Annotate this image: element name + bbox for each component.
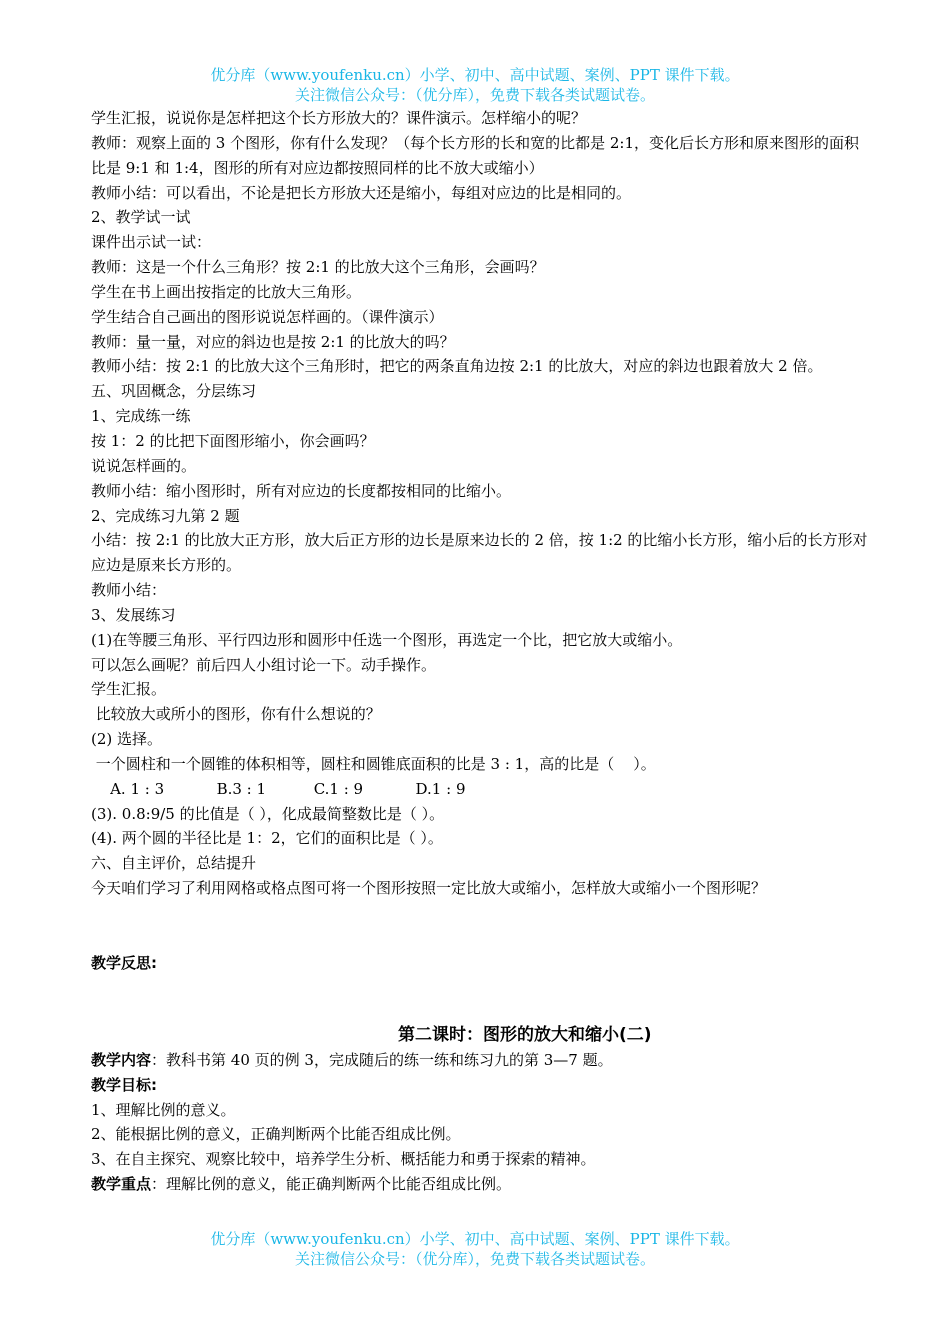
reflection-label: 教学反思: xyxy=(91,954,157,972)
document-body xyxy=(91,106,871,1197)
body-line: (4). 两个圆的半径比是 1：2，它们的面积比是（ ）。 xyxy=(91,829,443,848)
goal-item: 1、理解比例的意义。 xyxy=(91,1100,236,1119)
body-line: 一个圆柱和一个圆锥的体积相等，圆柱和圆锥底面积的比是 3 : 1，高的比是（ ）。 xyxy=(91,754,656,773)
body-line: 教师：观察上面的 3 个图形，你有什么发现？（每个长方形的长和宽的比都是 2:1，变化后长方形和原来图形的面积比是 9:1 和 1:4，图形的所有对应边都按照同样的比不放大或缩小） xyxy=(91,133,859,177)
body-line: 学生汇报，说说你是怎样把这个长方形放大的？课件演示。怎样缩小的呢？ xyxy=(91,109,587,127)
body-line: 可以怎么画呢？前后四人小组讨论一下。动手操作。 xyxy=(91,655,437,674)
teaching-focus-label: 教学重点 xyxy=(91,1175,152,1194)
body-line: 教师小结： xyxy=(91,581,167,600)
teaching-content-text: ：教科书第 40 页的例 3，完成随后的练一练和练习九的第 3—7 题。 xyxy=(151,1050,613,1069)
choice-options: A. 1 : 3 B.3 : 1 C.1 : 9 D.1 : 9 xyxy=(91,779,466,798)
header-line-2: 关注微信公众号：（优分库），免费下载各类试题试卷。 xyxy=(294,86,655,104)
goal-item: 3、在自主探究、观察比较中，培养学生分析、概括能力和勇于探索的精神。 xyxy=(91,1150,596,1169)
teaching-goals xyxy=(91,1073,871,1098)
page-header-banner xyxy=(0,65,950,105)
body-line: 学生汇报。 xyxy=(91,680,167,699)
body-line: 学生在书上画出按指定的比放大三角形。 xyxy=(91,282,362,301)
body-line: 教师小结：可以看出，不论是把长方形放大还是缩小，每组对应边的比是相同的。 xyxy=(91,183,632,202)
footer-line-1: 优分库（www.youfenku.cn）小学、初中、高中试题、案例、PPT 课件下载。 xyxy=(210,1230,740,1248)
body-line: 教师小结：按 2:1 的比放大这个三角形时，把它的两条直角边按 2:1 的比放大，对应的斜边也跟着放大 2 倍。 xyxy=(91,357,823,376)
lesson-2-title: 第二课时：图形的放大和缩小(二) xyxy=(398,1024,652,1045)
footer-line-2: 关注微信公众号：（优分库），免费下载各类试题试卷。 xyxy=(294,1250,655,1268)
section-heading: 2、完成练习九第 2 题 xyxy=(91,506,240,525)
body-line: 学生结合自己画出的图形说说怎样画的。（课件演示） xyxy=(91,307,444,326)
body-line: 教师小结：缩小图形时，所有对应边的长度都按相同的比缩小。 xyxy=(91,481,512,500)
section-heading: 六、自主评价，总结提升 xyxy=(91,854,257,873)
body-line: 比较放大或所小的图形，你有什么想说的？ xyxy=(91,705,381,724)
body-line: 说说怎样画的。 xyxy=(91,456,197,475)
section-heading: 3、发展练习 xyxy=(91,605,176,624)
body-line: 小结：按 2:1 的比放大正方形，放大后正方形的边长是原来边长的 2 倍，按 1:2 的比缩小长方形，缩小后的长方形对应边是原来长方形的。 xyxy=(91,531,868,575)
section-heading: 2、教学试一试 xyxy=(91,208,191,227)
teaching-focus xyxy=(91,1172,871,1197)
body-line: 课件出示试一试： xyxy=(91,233,212,252)
section-heading: 1、完成练一练 xyxy=(91,407,191,426)
body-line: 教师：这是一个什么三角形？按 2:1 的比放大这个三角形，会画吗？ xyxy=(91,258,545,277)
body-line: (2) 选择。 xyxy=(91,730,163,749)
header-line-1: 优分库（www.youfenku.cn）小学、初中、高中试题、案例、PPT 课件下载。 xyxy=(210,66,740,84)
body-line: (3). 0.8:9/5 的比值是（ ），化成最简整数比是（ ）。 xyxy=(91,804,445,823)
page-footer-banner xyxy=(0,1229,950,1269)
section-heading: 五、巩固概念，分层练习 xyxy=(91,382,257,401)
teaching-content xyxy=(91,1048,871,1073)
body-line: 按 1：2 的比把下面图形缩小，你会画吗？ xyxy=(91,431,375,450)
body-line: 教师：量一量，对应的斜边也是按 2:1 的比放大的吗？ xyxy=(91,332,455,351)
teaching-goals-colon: : xyxy=(151,1075,158,1094)
body-line: 今天咱们学习了利用网格或格点图可将一个图形按照一定比放大或缩小，怎样放大或缩小一个图形呢？ xyxy=(91,879,767,898)
teaching-goals-label: 教学目标 xyxy=(91,1075,152,1094)
goal-item: 2、能根据比例的意义，正确判断两个比能否组成比例。 xyxy=(91,1125,461,1144)
teaching-content-label: 教学内容 xyxy=(91,1050,152,1069)
teaching-focus-text: ：理解比例的意义，能正确判断两个比能否组成比例。 xyxy=(151,1175,512,1194)
body-line: (1)在等腰三角形、平行四边形和圆形中任选一个图形，再选定一个比，把它放大或缩小。 xyxy=(91,630,683,649)
